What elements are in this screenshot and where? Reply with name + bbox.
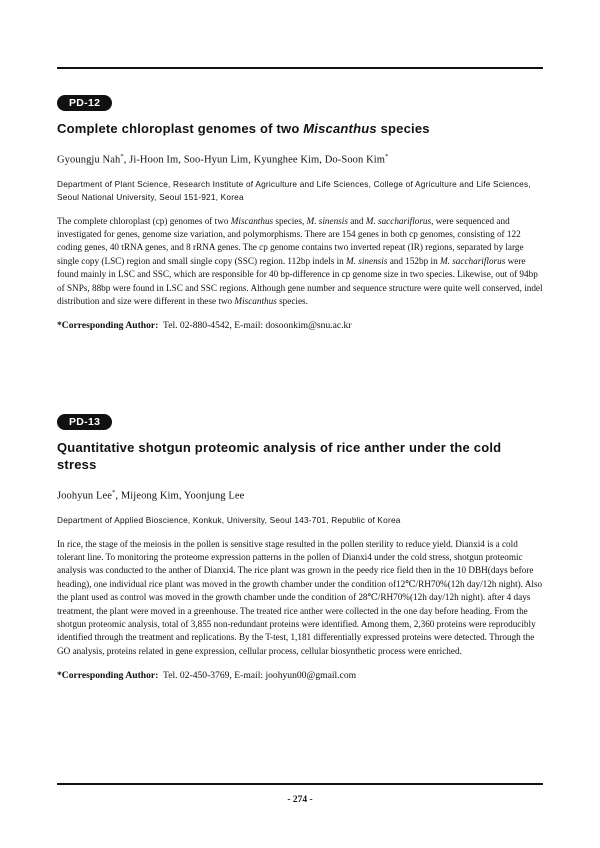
- corresponding-author: *Corresponding Author: Tel. 02-880-4542, E-mail: dosoonkim@snu.ac.kr: [57, 320, 352, 332]
- abstract-title: Quantitative shotgun proteomic analysis of rice anther under the cold stress: [57, 440, 502, 472]
- header-rule: [57, 67, 543, 69]
- author-list: Gyoungju Nah*, Ji-Hoon Im, Soo-Hyun Lim, Kyunghee Kim, Do-Soon Kim*: [57, 153, 389, 166]
- page-number: - 274 -: [287, 795, 313, 805]
- abstract-id-badge: PD-13: [57, 414, 112, 430]
- abstract-pd-13: [57, 412, 543, 682]
- corresponding-author: *Corresponding Author: Tel. 02-450-3769, E-mail: joohyun00@gmail.com: [57, 670, 357, 682]
- abstract-pd-12: [57, 93, 543, 332]
- abstract-id-badge: PD-12: [57, 95, 112, 111]
- affiliation: Department of Plant Science, Research Institute of Agriculture and Life Sciences, College of Agriculture and Life Sciences, Seoul National University, Seoul 151-921, Korea: [57, 178, 531, 202]
- abstract-title: Complete chloroplast genomes of two Miscanthus species: [57, 121, 430, 136]
- author-list: Joohyun Lee*, Mijeong Kim, Yoonjung Lee: [57, 489, 245, 502]
- affiliation: Department of Applied Bioscience, Konkuk, University, Seoul 143-701, Republic of Korea: [57, 514, 401, 525]
- footer-rule: [57, 783, 543, 785]
- abstract-body: The complete chloroplast (cp) genomes of two Miscanthus species, M. sinensis and M. sacchariflorus, were sequenced and investigated for genes, genome size variation, and polymorphisms. There are 154 genes in both cp genomes, consisting of 122 coding genes, 40 tRNA genes, and 8 rRNA genes. The cp genome contains two inverted repeat (IR) regions, separated by large single copy (LSC) region and small single copy (SSC) region. 112bp indels in M. sinensis and 152bp in M. sacchariflorus were found mainly in LSC and SSC, which are responsible for 40 bp-difference in cp genome size in two species. Likewise, out of 94bp of SNPs, 88bp were found in LSC and SSC regions. Although gene number and sequence structure were quite well conserved, indel distribution and size were different in these two Miscanthus species.: [57, 215, 543, 306]
- abstract-body: In rice, the stage of the meiosis in the pollen is sensitive stage resulted in the pollen sterility to reduce yield. Dianxi4 is a cold tolerant line. To monitoring the proteome expression patterns in the pollen of Dianxi4 under the cold stress, shotgun proteomic analysis was conducted to the anther of Dianxi4. The rice plant was grown in the peedy rice field then in the 10 DBH(days before heading), one individual rice plant was moved in the growth chamber under the condition of12℃/RH70%(12h day/12h night). Also the plant used as control was moved in the growth chamber unde the condition of 28℃/RH70%(12h day/12h night). after 4 days treatment, the plant were moved in a greenhouse. The treated rice anther were collected in the one day before heading. From the shotgun proteomic analysis, total of 3,855 non-redundant proteins were identified. Among them, 2,360 proteins were reproducibly identified through the treatment and replications. By the T-test, 1,181 differentially expressed proteins were detected. Through the GO analysis, proteins related in gene expression, cellular process, cellular biosynthetic process were enriched.: [57, 538, 543, 656]
